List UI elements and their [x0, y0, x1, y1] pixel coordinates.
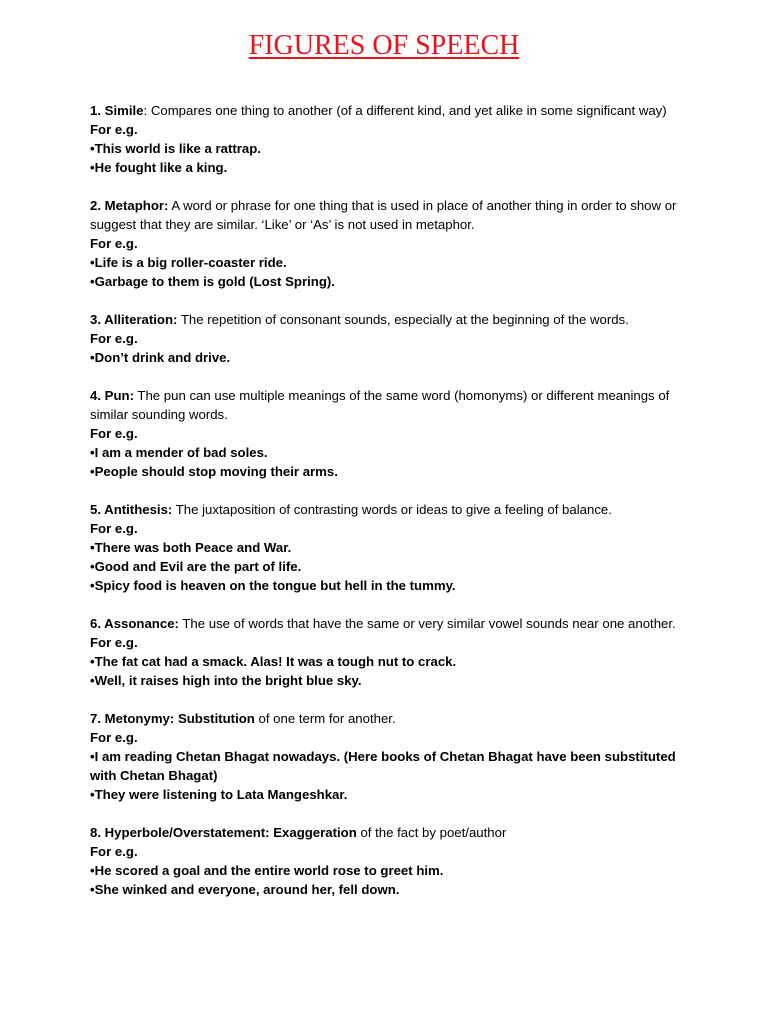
for-eg-label: For e.g. [90, 236, 138, 251]
example: •Garbage to them is gold (Lost Spring). [90, 274, 335, 289]
for-eg-label: For e.g. [90, 521, 138, 536]
example: •I am reading Chetan Bhagat nowadays. (Here books of Chetan Bhagat have been substituted with Chetan Bhagat) [90, 749, 676, 783]
section-assonance [90, 614, 690, 690]
section-antithesis [90, 500, 690, 595]
example: •People should stop moving their arms. [90, 464, 338, 479]
example: •He scored a goal and the entire world rose to greet him. [90, 863, 444, 878]
section-hyperbole [90, 823, 690, 899]
term: 4. Pun: [90, 388, 134, 403]
for-eg-label: For e.g. [90, 122, 138, 137]
definition-keyword: Substitution [177, 711, 255, 726]
example: •They were listening to Lata Mangeshkar. [90, 787, 348, 802]
for-eg-label: For e.g. [90, 730, 138, 745]
definition [90, 101, 690, 120]
term: 1. Simile [90, 103, 144, 118]
definition-text: : Compares one thing to another (of a different kind, and yet alike in some significant way) [143, 103, 667, 118]
example: •Life is a big roller-coaster ride. [90, 255, 287, 270]
definition [90, 823, 690, 842]
term: 3. Alliteration: [90, 312, 178, 327]
for-eg-label: For e.g. [90, 426, 138, 441]
example: •Well, it raises high into the bright blue sky. [90, 673, 362, 688]
section-pun [90, 386, 690, 481]
definition [90, 709, 690, 728]
example: •The fat cat had a smack. Alas! It was a tough nut to crack. [90, 654, 457, 669]
page-title: FIGURES OF SPEECH [248, 30, 520, 61]
definition-text: of one term for another. [254, 711, 396, 726]
term: 5. Antithesis: [90, 502, 173, 517]
for-eg-label: For e.g. [90, 331, 138, 346]
example: •This world is like a rattrap. [90, 141, 261, 156]
definition-text: The juxtaposition of contrasting words or ideas to give a feeling of balance. [172, 502, 612, 517]
example: •She winked and everyone, around her, fell down. [90, 882, 400, 897]
example: •There was both Peace and War. [90, 540, 292, 555]
definition [90, 386, 690, 424]
for-eg-label: For e.g. [90, 844, 138, 859]
section-metaphor [90, 196, 690, 291]
for-eg-label: For e.g. [90, 635, 138, 650]
definition-text: A word or phrase for one thing that is used in place of another thing in order to show or suggest that they are similar. ‘Like’ or ‘As’ is not used in metaphor. [90, 198, 677, 232]
example: •Spicy food is heaven on the tongue but hell in the tummy. [90, 578, 456, 593]
definition [90, 500, 690, 519]
example: •I am a mender of bad soles. [90, 445, 268, 460]
example: •Don’t drink and drive. [90, 350, 231, 365]
term: 2. Metaphor: [90, 198, 169, 213]
example: •He fought like a king. [90, 160, 228, 175]
definition [90, 310, 690, 329]
definition-text: The pun can use multiple meanings of the same word (homonyms) or different meanings of similar sounding words. [90, 388, 670, 422]
definition-text: The repetition of consonant sounds, especially at the beginning of the words. [177, 312, 629, 327]
term: 8. Hyperbole/Overstatement: [90, 825, 274, 840]
definition-keyword: Exaggeration [273, 825, 357, 840]
term: 7. Metonymy: [90, 711, 178, 726]
definition-text: of the fact by poet/author [356, 825, 507, 840]
definition [90, 196, 690, 234]
sections-list [90, 101, 690, 918]
section-alliteration [90, 310, 690, 367]
section-simile [90, 101, 690, 177]
section-metonymy [90, 709, 690, 804]
definition-text: The use of words that have the same or very similar vowel sounds near one another. [178, 616, 676, 631]
example: •Good and Evil are the part of life. [90, 559, 302, 574]
definition [90, 614, 690, 633]
term: 6. Assonance: [90, 616, 179, 631]
